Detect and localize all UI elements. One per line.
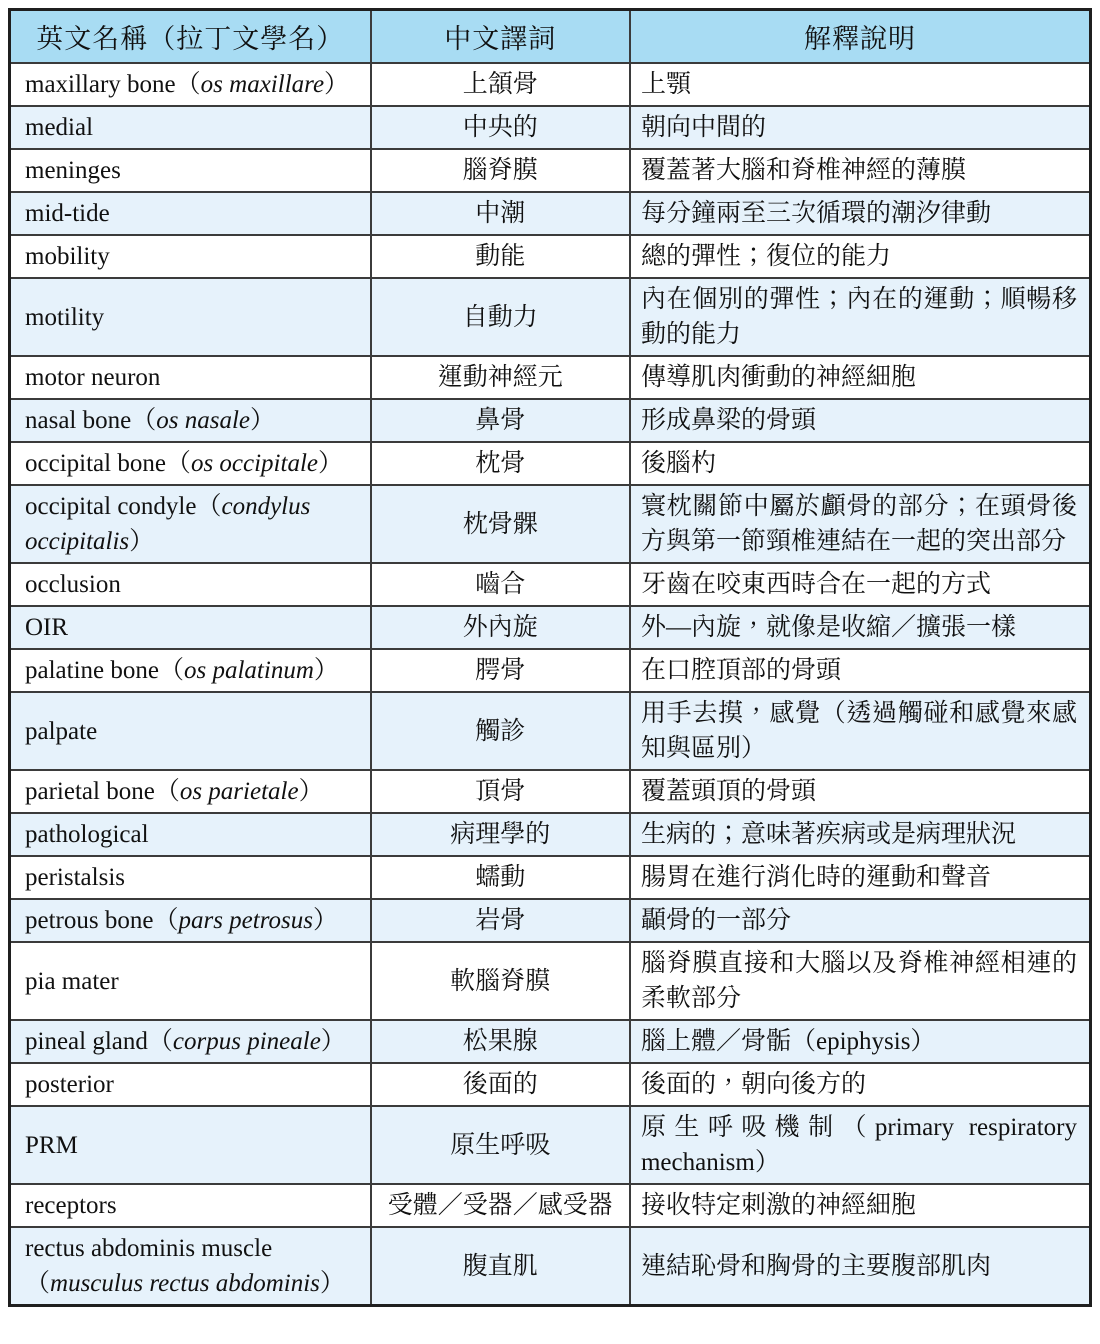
cell-english-name [10,192,371,235]
cell-explanation: 腦上體／骨骺（epiphysis） [630,1020,1091,1063]
cell-explanation: 形成鼻梁的骨頭 [630,399,1091,442]
english-term: occlusion [25,571,121,598]
table-row [10,399,1091,442]
table-header [10,10,1091,64]
english-term: parietal bone [25,778,155,805]
cell-explanation: 用手去摸，感覺（透過觸碰和感覺來感知與區別） [630,692,1091,770]
table-row [10,942,1091,1020]
latin-name: （os nasale） [131,407,275,434]
cell-chinese-translation: 頂骨 [371,770,630,813]
cell-english-name [10,235,371,278]
cell-explanation: 在口腔頂部的骨頭 [630,649,1091,692]
cell-explanation: 原生呼吸機制（primary respiratory mechanism） [630,1106,1091,1184]
latin-name: （os palatinum） [158,657,339,684]
table-row [10,1063,1091,1106]
table-row [10,692,1091,770]
table-row [10,649,1091,692]
latin-name: （pars petrosus） [153,907,338,934]
english-term: palatine bone [25,657,159,684]
table-row [10,563,1091,606]
cell-explanation: 顳骨的一部分 [630,899,1091,942]
table-row [10,1184,1091,1227]
cell-chinese-translation: 動能 [371,235,630,278]
cell-english-name [10,563,371,606]
table-row [10,899,1091,942]
table-row [10,485,1091,563]
english-term: receptors [25,1192,117,1219]
cell-explanation: 內在個別的彈性；內在的運動；順暢移動的能力 [630,278,1091,356]
latin-name: （os occipitale） [165,450,344,477]
latin-name: （os maxillare） [175,71,350,98]
cell-explanation: 後面的，朝向後方的 [630,1063,1091,1106]
cell-chinese-translation: 觸診 [371,692,630,770]
cell-explanation: 後腦杓 [630,442,1091,485]
cell-chinese-translation: 上頷骨 [371,63,630,106]
cell-explanation: 傳導肌肉衝動的神經細胞 [630,356,1091,399]
column-header-chinese-translation: 中文譯詞 [371,10,630,64]
cell-english-name [10,606,371,649]
cell-english-name [10,1184,371,1227]
english-term: peristalsis [25,864,125,891]
latin-name: （condylus occipitalis） [25,493,311,555]
cell-chinese-translation: 松果腺 [371,1020,630,1063]
column-header-explanation: 解釋說明 [630,10,1091,64]
cell-chinese-translation: 蠕動 [371,856,630,899]
cell-chinese-translation: 病理學的 [371,813,630,856]
english-term: mid-tide [25,200,110,227]
english-term: nasal bone [25,407,132,434]
cell-chinese-translation: 腹直肌 [371,1227,630,1306]
english-term: occipital bone [25,450,166,477]
latin-name: （corpus pineale） [147,1028,346,1055]
english-term: pineal gland [25,1028,148,1055]
cell-chinese-translation: 枕骨髁 [371,485,630,563]
cell-chinese-translation: 中央的 [371,106,630,149]
latin-name: （os parietale） [154,778,324,805]
table-row [10,442,1091,485]
cell-chinese-translation: 外內旋 [371,606,630,649]
cell-english-name [10,1020,371,1063]
cell-chinese-translation: 運動神經元 [371,356,630,399]
cell-explanation: 總的彈性；復位的能力 [630,235,1091,278]
english-term: medial [25,114,94,141]
table-row [10,63,1091,106]
cell-chinese-translation: 中潮 [371,192,630,235]
table-row [10,149,1091,192]
table-row [10,1020,1091,1063]
cell-chinese-translation: 鼻骨 [371,399,630,442]
cell-explanation: 覆蓋頭頂的骨頭 [630,770,1091,813]
table-row [10,813,1091,856]
column-header-english-name: 英文名稱（拉丁文學名） [10,10,371,64]
cell-english-name [10,356,371,399]
english-term: pia mater [25,967,119,995]
cell-english-name [10,1227,371,1306]
english-term: rectus abdominis muscle [25,1235,273,1262]
cell-english-name [10,485,371,563]
table-row [10,1106,1091,1184]
cell-explanation: 覆蓋著大腦和脊椎神經的薄膜 [630,149,1091,192]
cell-explanation: 牙齒在咬東西時合在一起的方式 [630,563,1091,606]
cell-chinese-translation: 嚙合 [371,563,630,606]
cell-explanation: 腦脊膜直接和大腦以及脊椎神經相連的柔軟部分 [630,942,1091,1020]
table-row [10,356,1091,399]
cell-chinese-translation: 自動力 [371,278,630,356]
table-row [10,770,1091,813]
table-row [10,278,1091,356]
cell-explanation: 腸胃在進行消化時的運動和聲音 [630,856,1091,899]
table-row [10,1227,1091,1306]
cell-english-name [10,899,371,942]
cell-english-name [10,1106,371,1184]
english-term: palpate [25,717,98,745]
table-body [10,63,1091,1306]
cell-english-name [10,442,371,485]
english-term: pathological [25,821,149,848]
english-term: mobility [25,243,110,270]
cell-english-name [10,63,371,106]
table-row [10,606,1091,649]
cell-chinese-translation: 後面的 [371,1063,630,1106]
cell-chinese-translation: 岩骨 [371,899,630,942]
cell-english-name [10,399,371,442]
cell-english-name [10,692,371,770]
cell-explanation: 寰枕關節中屬於顱骨的部分；在頭骨後方與第一節頸椎連結在一起的突出部分 [630,485,1091,563]
cell-chinese-translation: 枕骨 [371,442,630,485]
cell-chinese-translation: 受體／受器／感受器 [371,1184,630,1227]
cell-english-name [10,278,371,356]
cell-explanation: 生病的；意味著疾病或是病理狀況 [630,813,1091,856]
english-term: posterior [25,1071,114,1098]
cell-chinese-translation: 軟腦脊膜 [371,942,630,1020]
english-term: motility [25,303,105,331]
english-term: OIR [25,614,69,641]
cell-chinese-translation: 腭骨 [371,649,630,692]
table-row [10,856,1091,899]
english-term: maxillary bone [25,71,176,98]
english-term: meninges [25,157,121,184]
table-row [10,106,1091,149]
cell-english-name [10,106,371,149]
cell-explanation: 朝向中間的 [630,106,1091,149]
table-row [10,192,1091,235]
header-row [10,10,1091,64]
latin-name: （musculus rectus abdominis） [25,1270,345,1297]
cell-english-name [10,149,371,192]
cell-chinese-translation: 腦脊膜 [371,149,630,192]
glossary-table [8,8,1092,1307]
cell-english-name [10,770,371,813]
cell-chinese-translation: 原生呼吸 [371,1106,630,1184]
english-term: motor neuron [25,364,161,391]
english-term: occipital condyle [25,493,197,520]
cell-english-name [10,942,371,1020]
table-row [10,235,1091,278]
cell-explanation: 上顎 [630,63,1091,106]
english-term: petrous bone [25,907,154,934]
cell-english-name [10,649,371,692]
cell-explanation: 接收特定刺激的神經細胞 [630,1184,1091,1227]
cell-explanation: 外—內旋，就像是收縮／擴張一樣 [630,606,1091,649]
cell-explanation: 每分鐘兩至三次循環的潮汐律動 [630,192,1091,235]
cell-english-name [10,856,371,899]
cell-english-name [10,1063,371,1106]
english-term: PRM [25,1131,78,1159]
cell-explanation: 連結恥骨和胸骨的主要腹部肌肉 [630,1227,1091,1306]
cell-english-name [10,813,371,856]
